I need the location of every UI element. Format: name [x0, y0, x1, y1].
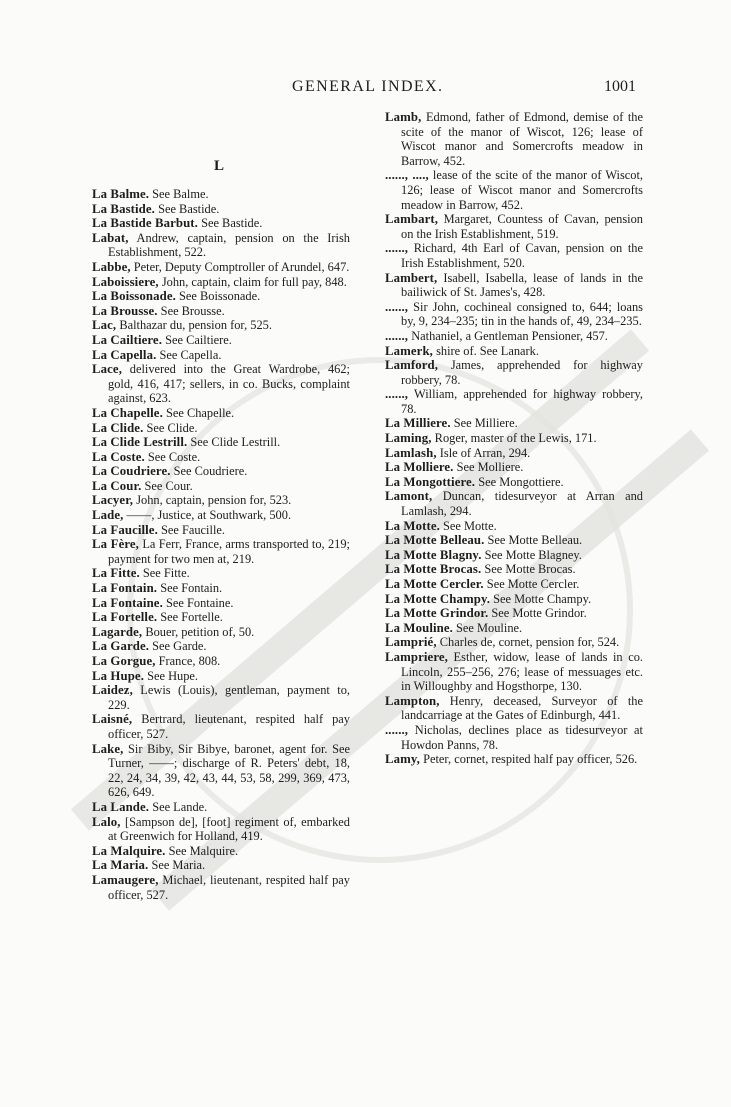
index-entry: [92, 683, 350, 712]
index-entry-heading: Lambart,: [385, 212, 439, 227]
index-entry-text: Peter, Deputy Comptroller of Arundel, 647.: [130, 259, 350, 274]
index-entry: [385, 344, 643, 359]
index-entry: [385, 621, 643, 636]
index-entry: [385, 694, 643, 723]
index-entry-heading: Lagarde,: [92, 624, 143, 639]
index-entry-heading: Lamaugere,: [92, 872, 159, 887]
index-entry-heading: La Coudriere.: [92, 464, 171, 479]
index-entry: [92, 654, 350, 669]
index-entry: [385, 212, 643, 241]
index-entry-text: See Mouline.: [452, 620, 523, 635]
index-entry-text: See Maria.: [148, 858, 206, 873]
index-entry-heading: La Motte Blagny.: [385, 547, 482, 562]
index-entry-text: Edmond, father of Edmond, demise of the scite of the manor of Wiscot, 126; lease of Wiscot manor and Somercrofts meadow in Barrow, 452.: [401, 110, 643, 168]
index-entry-text: ——, Justice, at Southwark, 500.: [123, 508, 292, 523]
page-number: 1001: [604, 78, 636, 95]
index-entry: [92, 493, 350, 508]
index-entry-text: See Molliere.: [453, 460, 524, 475]
index-entry-text: Esther, widow, lease of lands in co. Lincoln, 255–256, 276; lease of messuages etc. in Willoughby and Hogsthorpe, 130.: [401, 649, 643, 694]
index-entry-heading: La Bastide Barbut.: [92, 216, 198, 231]
index-entry-text: Peter, cornet, respited half pay officer, 526.: [420, 752, 638, 767]
index-entry: [385, 519, 643, 534]
index-entry-heading: ......,: [385, 299, 409, 314]
index-entry-text: See Faucille.: [157, 522, 225, 537]
index-entry-text: Andrew, captain, pension on the Irish Establishment, 522.: [108, 230, 350, 260]
index-entry: [92, 202, 350, 217]
index-entry-heading: Lamy,: [385, 752, 420, 767]
index-entry-heading: La Fère,: [92, 537, 139, 552]
index-entry-heading: La Lande.: [92, 799, 150, 814]
running-title: GENERAL INDEX.: [292, 78, 444, 95]
index-entry: [385, 329, 643, 344]
index-entry-text: France, 808.: [155, 654, 221, 668]
index-entry: [92, 625, 350, 640]
index-entry: [92, 800, 350, 815]
index-entry: [385, 592, 643, 607]
index-entry: [92, 844, 350, 859]
index-entry-heading: La Brousse.: [92, 303, 158, 318]
index-entry: [92, 318, 350, 333]
index-entry-heading: La Chapelle.: [92, 405, 163, 420]
index-entry-text: See Balme.: [149, 187, 209, 201]
index-entry-heading: Lamprié,: [385, 635, 437, 650]
index-entry-text: See Bastide.: [197, 216, 263, 231]
index-entry-heading: La Motte Champy.: [385, 591, 491, 606]
index-entry-heading: La Mouline.: [385, 620, 453, 635]
index-entry: [92, 479, 350, 494]
index-entry-heading: La Clide.: [92, 420, 144, 435]
index-entry: [92, 187, 350, 202]
index-entry-heading: Laboissiere,: [92, 274, 159, 289]
index-entry-heading: La Gorgue,: [92, 654, 156, 668]
index-entry: [385, 416, 643, 431]
index-entry-text: See Clide.: [143, 420, 198, 435]
index-entry-text: See Boissonade.: [175, 289, 261, 304]
index-entry-text: See Fontaine.: [162, 595, 234, 610]
index-entry: [92, 858, 350, 873]
index-entry-text: See Brousse.: [157, 303, 225, 318]
index-entry: [92, 406, 350, 421]
index-entry-text: James, apprehended for highway robbery, 78.: [401, 358, 643, 387]
index-entry: [92, 566, 350, 581]
index-entry-text: shire of. See Lanark.: [432, 343, 539, 358]
index-entry-heading: Lamb,: [385, 110, 422, 124]
index-entry: [92, 275, 350, 290]
index-entry: [385, 475, 643, 490]
index-entry: [385, 489, 643, 518]
index-entry-text: Henry, deceased, Surveyor of the landcarriage at the Gates of Edinburgh, 441.: [401, 693, 643, 723]
index-entry-heading: ......,: [385, 722, 409, 737]
index-entry-heading: ......,: [385, 328, 409, 343]
index-entry: [385, 548, 643, 563]
index-entry-text: See Fortelle.: [157, 610, 223, 625]
index-entry: [92, 304, 350, 319]
index-entry-heading: La Motte.: [385, 518, 440, 533]
index-entry: [92, 581, 350, 596]
index-entry-text: Lewis (Louis), gentleman, payment to, 229.: [108, 683, 350, 712]
index-entry-text: See Capella.: [156, 347, 222, 362]
index-entry: [385, 387, 643, 416]
index-entry: [92, 289, 350, 304]
index-entry-heading: La Motte Cercler.: [385, 577, 484, 591]
index-entry-text: La Ferr, France, arms transported to, 219; payment for two men at, 219.: [108, 537, 350, 566]
index-entry-text: Sir Biby, Sir Bibye, baronet, agent for. See Turner, ——; discharge of R. Peters' debt, 18, 22, 24, 34, 39, 42, 43, 44, 53, 58, 299, 369, 473, 626, 649.: [108, 741, 350, 800]
index-entry-heading: ......,: [385, 241, 409, 256]
index-entry: [385, 562, 643, 577]
index-entry-heading: Laisné,: [92, 712, 133, 727]
index-entry: [385, 446, 643, 461]
index-entry-text: Sir John, cochineal consigned to, 644; loans by, 9, 234–235; tin in the hands of, 49, 234–235.: [401, 299, 643, 329]
index-entry-heading: La Motte Grindor.: [385, 606, 489, 621]
index-entry-heading: La Clide Lestrill.: [92, 435, 188, 450]
index-entry-text: lease of the scite of the manor of Wiscot, 126; lease of Wiscot manor and Somercrofts meadow in Barrow, 452.: [401, 168, 644, 212]
index-entry: [92, 231, 350, 260]
index-entry-heading: La Mongottiere.: [385, 474, 476, 489]
index-entry-text: See Cour.: [141, 478, 193, 493]
index-entry-text: See Garde.: [149, 639, 207, 654]
index-entry: [92, 742, 350, 800]
index-entry-heading: La Balme.: [92, 187, 150, 201]
index-entry-text: John, captain, pension for, 523.: [133, 493, 292, 508]
index-entry: [385, 300, 643, 329]
index-entry: [92, 464, 350, 479]
index-entry-heading: Labat,: [92, 230, 129, 245]
index-entry-heading: La Milliere.: [385, 416, 451, 431]
index-entry: [385, 577, 643, 592]
index-entry-heading: La Fitte.: [92, 566, 140, 581]
index-entry-heading: Lamerk,: [385, 343, 433, 358]
index-entry: [92, 712, 350, 741]
index-entry-text: Nicholas, declines place as tidesurveyor at Howdon Panns, 78.: [401, 722, 643, 752]
index-entry-text: [Sampson de], [foot] regiment of, embarked at Greenwich for Holland, 419.: [108, 814, 350, 844]
index-entry-heading: Lake,: [92, 741, 124, 756]
index-entry-heading: La Cour.: [92, 478, 142, 493]
index-entry: [385, 431, 643, 446]
index-entry: [385, 635, 643, 650]
index-entry: [92, 610, 350, 625]
index-entry-heading: Labbe,: [92, 259, 131, 274]
index-entry-heading: Lamont,: [385, 489, 433, 504]
index-entry: [385, 606, 643, 621]
index-entry-heading: La Boissonade.: [92, 289, 176, 304]
index-entry-heading: Laidez,: [92, 683, 133, 698]
index-entry: [385, 650, 643, 694]
index-entry-heading: La Bastide.: [92, 201, 155, 216]
index-entry: [92, 435, 350, 450]
index-entry: [385, 723, 643, 752]
index-entry-text: Isle of Arran, 294.: [436, 445, 531, 460]
index-entry-text: Balthazar du, pension for, 525.: [116, 318, 272, 333]
index-entry-text: See Motte Champy.: [490, 591, 592, 606]
index-entry: [92, 537, 350, 566]
index-entry-text: See Malquire.: [165, 843, 239, 858]
index-entry-text: See Chapelle.: [162, 405, 235, 420]
index-entry: [385, 168, 643, 212]
index-entry-heading: La Garde.: [92, 639, 150, 654]
index-column-left: [92, 187, 350, 902]
index-entry: [92, 260, 350, 275]
index-entry: [92, 815, 350, 844]
index-entry: [92, 362, 350, 406]
index-entry-text: delivered into the Great Wardrobe, 462; gold, 416, 417; sellers, in co. Bucks, complaint against, 623.: [108, 362, 350, 406]
index-entry-heading: Lamlash,: [385, 445, 437, 460]
index-entry: [92, 216, 350, 231]
index-entry-text: Richard, 4th Earl of Cavan, pension on the Irish Establishment, 520.: [401, 241, 643, 270]
section-letter: L: [214, 158, 225, 174]
index-entry-text: Bertrard, lieutenant, respited half pay officer, 527.: [108, 712, 350, 741]
index-entry-text: Nathaniel, a Gentleman Pensioner, 457.: [408, 328, 608, 343]
index-entry-text: See Cailtiere.: [162, 332, 232, 347]
index-entry: [385, 533, 643, 548]
index-entry-heading: La Hupe.: [92, 668, 144, 683]
index-entry-heading: Lac,: [92, 318, 117, 333]
index-entry-heading: La Malquire.: [92, 843, 166, 858]
index-entry-heading: La Motte Brocas.: [385, 562, 482, 577]
index-entry-text: See Fitte.: [139, 566, 190, 581]
index-entry-heading: La Fontaine.: [92, 595, 163, 610]
index-entry-heading: Lambert,: [385, 270, 438, 285]
index-entry-heading: La Capella.: [92, 347, 157, 362]
index-entry-text: See Lande.: [149, 799, 208, 814]
index-entry: [92, 421, 350, 436]
index-entry: [385, 110, 643, 168]
index-entry: [92, 669, 350, 684]
index-entry: [92, 596, 350, 611]
index-entry-text: See Hupe.: [144, 668, 199, 683]
index-entry: [92, 523, 350, 538]
index-entry-text: John, captain, claim for full pay, 848.: [158, 274, 347, 289]
index-entry-heading: ......,: [385, 387, 409, 402]
index-entry-text: Margaret, Countess of Cavan, pension on the Irish Establishment, 519.: [401, 212, 643, 241]
index-entry-text: See Fontain.: [157, 581, 223, 596]
index-entry-heading: La Coste.: [92, 449, 145, 464]
index-entry: [92, 873, 350, 902]
index-entry-heading: La Molliere.: [385, 460, 454, 475]
index-entry: [92, 639, 350, 654]
index-entry-heading: Lade,: [92, 508, 124, 523]
index-entry-text: See Coste.: [144, 449, 201, 464]
index-entry-heading: La Faucille.: [92, 522, 158, 537]
index-entry-text: See Motte Brocas.: [481, 562, 576, 577]
index-entry: [385, 752, 643, 767]
index-entry-heading: La Maria.: [92, 858, 149, 873]
index-entry-heading: ......, ....,: [385, 168, 429, 183]
index-entry: [92, 450, 350, 465]
index-entry-heading: Laming,: [385, 431, 432, 446]
index-entry-text: Roger, master of the Lewis, 171.: [431, 431, 597, 446]
index-entry-text: See Clide Lestrill.: [187, 435, 281, 450]
index-entry-heading: Lace,: [92, 362, 122, 377]
index-entry: [385, 460, 643, 475]
index-entry-text: Charles de, cornet, pension for, 524.: [436, 635, 620, 650]
index-entry-text: See Motte.: [439, 518, 497, 533]
index-entry-text: See Bastide.: [154, 201, 220, 216]
index-entry-text: See Coudriere.: [170, 464, 248, 479]
index-entry: [92, 348, 350, 363]
index-entry-heading: Lampton,: [385, 693, 440, 708]
index-entry-heading: La Fortelle.: [92, 610, 158, 625]
index-entry-heading: La Motte Belleau.: [385, 533, 485, 548]
index-entry-heading: Lalo,: [92, 814, 121, 829]
index-column-right: [385, 110, 643, 767]
index-entry-text: William, apprehended for highway robbery, 78.: [401, 387, 643, 416]
index-entry-text: Michael, lieutenant, respited half pay officer, 527.: [108, 872, 350, 902]
index-entry: [92, 333, 350, 348]
index-entry-heading: La Fontain.: [92, 581, 158, 596]
index-entry: [385, 271, 643, 300]
index-entry: [385, 358, 643, 387]
index-entry-text: See Milliere.: [450, 416, 518, 431]
index-entry-text: See Mongottiere.: [475, 474, 564, 489]
index-entry-text: Duncan, tidesurveyor at Arran and Lamlash, 294.: [401, 489, 643, 519]
index-entry-text: See Motte Grindor.: [488, 606, 587, 621]
index-entry-text: Isabell, Isabella, lease of lands in the bailiwick of St. James's, 428.: [401, 270, 643, 300]
index-entry-text: See Motte Cercler.: [483, 577, 580, 591]
index-entry-text: See Motte Blagney.: [481, 547, 582, 562]
index-entry-heading: Lampriere,: [385, 649, 448, 664]
index-entry-text: Bouer, petition of, 50.: [142, 624, 255, 639]
index-entry-heading: Lamford,: [385, 358, 439, 373]
index-entry-text: See Motte Belleau.: [484, 533, 583, 548]
index-entry-heading: La Cailtiere.: [92, 332, 163, 347]
index-entry-heading: Lacyer,: [92, 493, 134, 508]
index-entry: [92, 508, 350, 523]
index-entry: [385, 241, 643, 270]
